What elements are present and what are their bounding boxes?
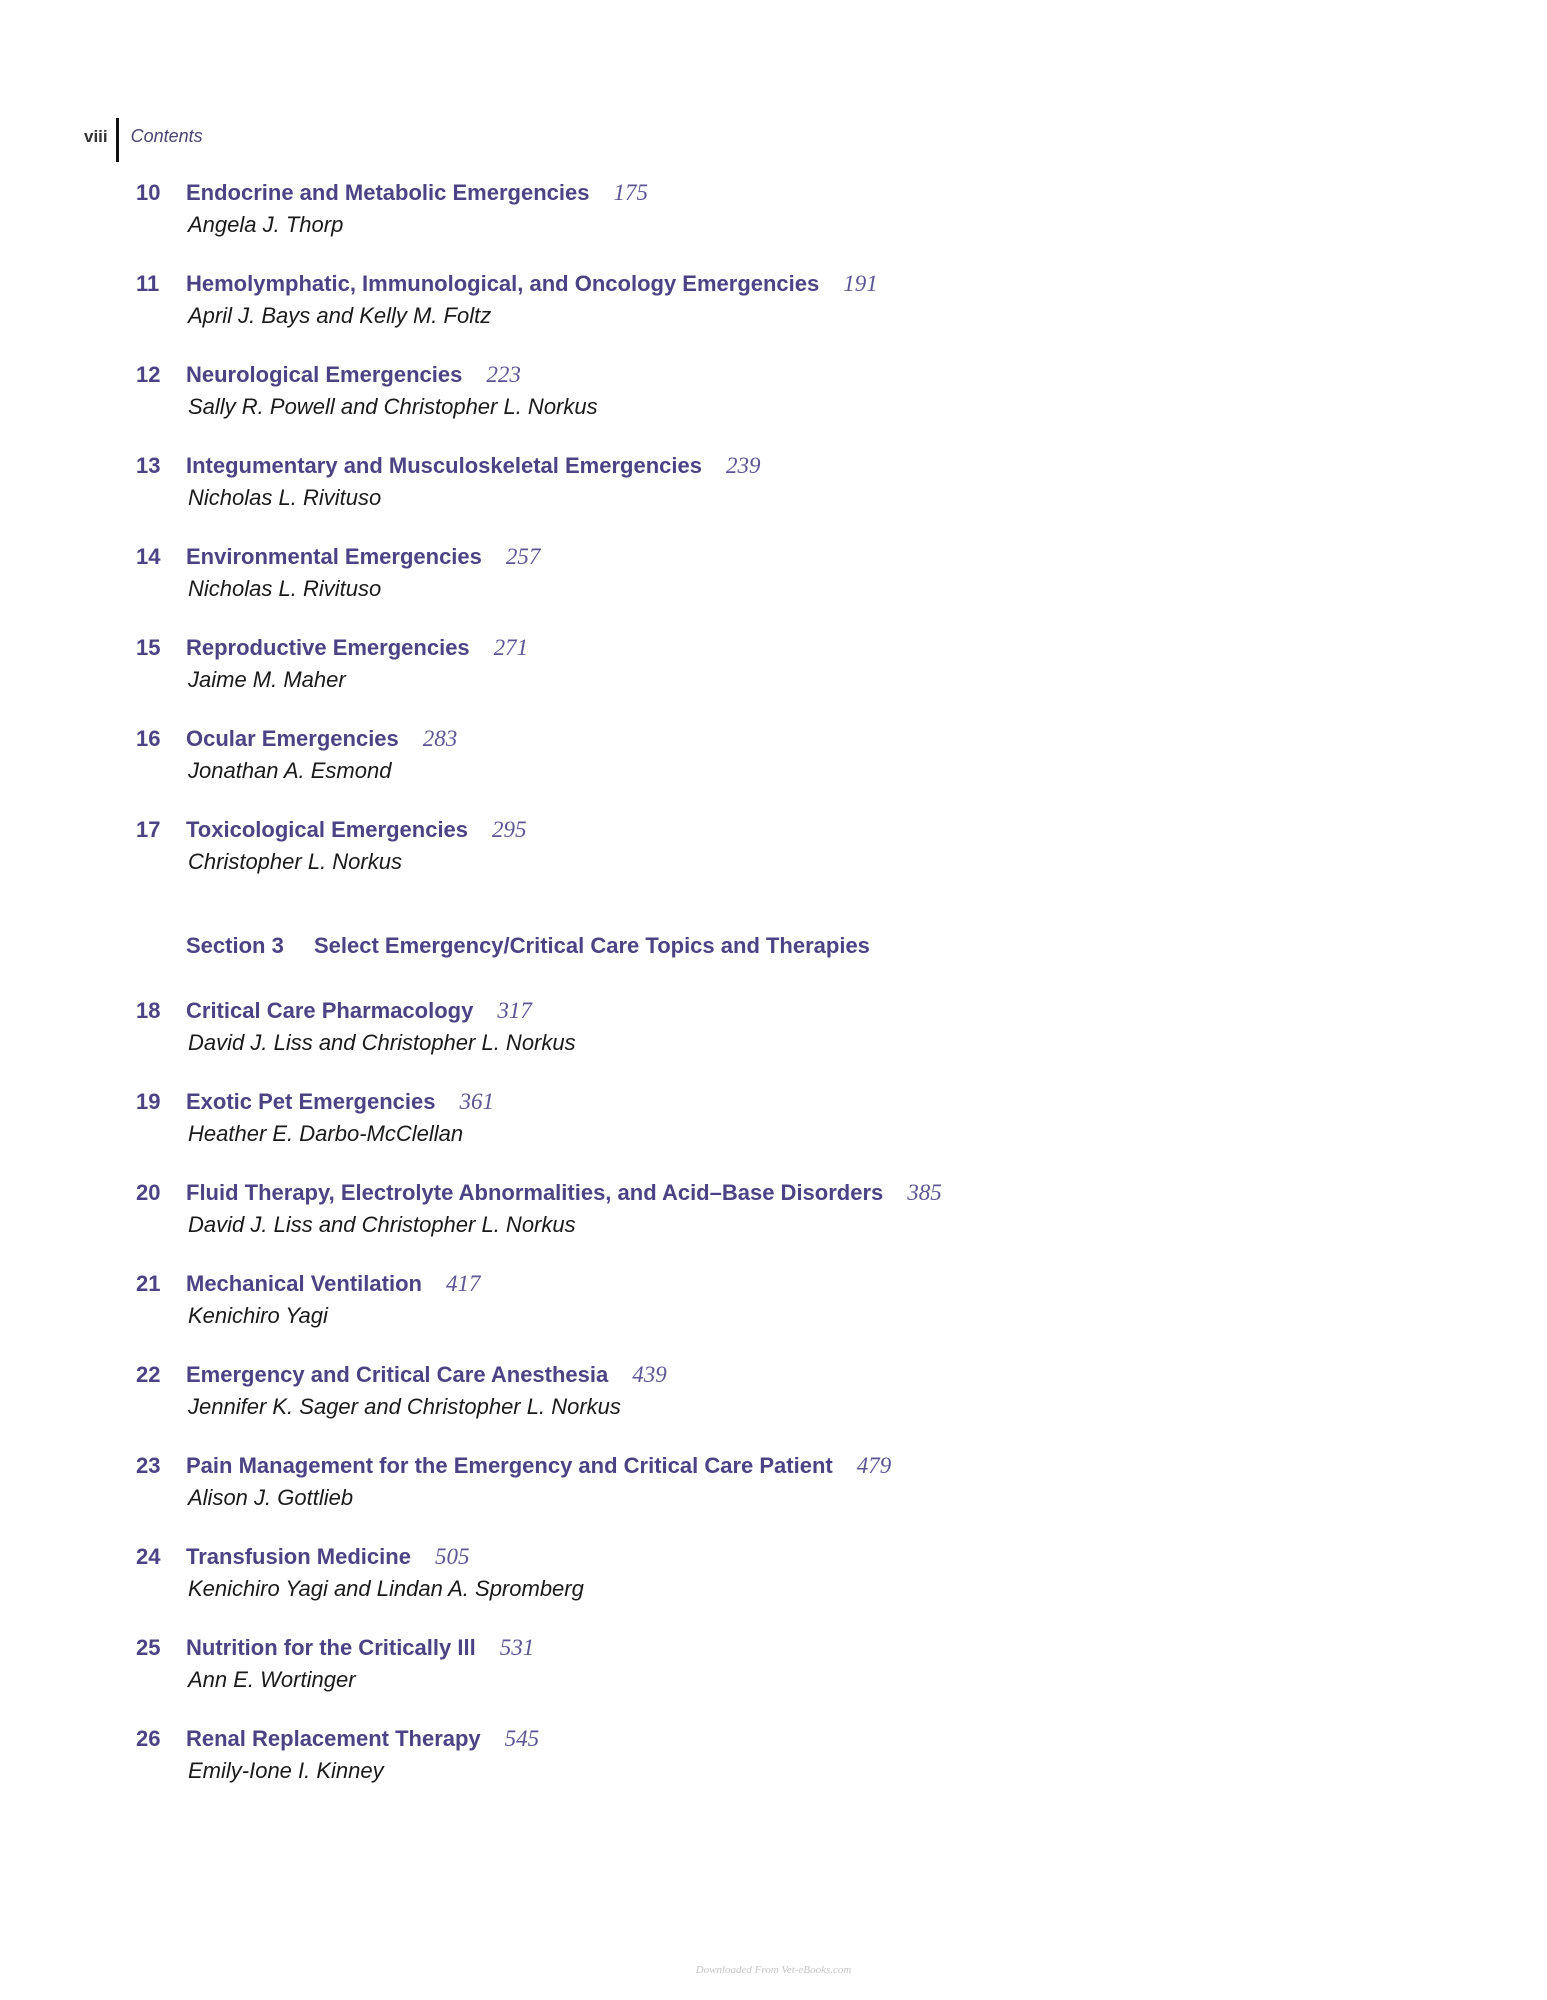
toc-entry[interactable] bbox=[136, 362, 598, 420]
chapter-page-number: 175 bbox=[613, 180, 648, 205]
chapter-page-number: 545 bbox=[504, 1726, 540, 1751]
chapter-page-number: 271 bbox=[493, 635, 529, 660]
chapter-author: Ann E. Wortinger bbox=[188, 1667, 356, 1692]
chapter-title[interactable]: Transfusion Medicine bbox=[186, 1544, 411, 1569]
chapter-title[interactable]: Reproductive Emergencies bbox=[186, 635, 470, 660]
chapter-page-number: 505 bbox=[434, 1544, 470, 1569]
chapter-title[interactable]: Emergency and Critical Care Anesthesia bbox=[186, 1362, 609, 1387]
toc-entry[interactable] bbox=[136, 544, 540, 602]
chapter-author: Christopher L. Norkus bbox=[188, 849, 402, 874]
chapter-page-number: 239 bbox=[725, 453, 761, 478]
running-head-title: Contents bbox=[130, 126, 203, 146]
toc-entry[interactable] bbox=[136, 1180, 942, 1238]
chapter-author: Jaime M. Maher bbox=[188, 667, 346, 692]
chapter-number: 22 bbox=[136, 1362, 161, 1387]
chapter-page-number: 317 bbox=[497, 998, 532, 1023]
chapter-page-number: 361 bbox=[459, 1089, 494, 1114]
chapter-title[interactable]: Endocrine and Metabolic Emergencies bbox=[186, 180, 590, 205]
chapter-author: April J. Bays and Kelly M. Foltz bbox=[188, 303, 492, 328]
toc-entry[interactable] bbox=[136, 1726, 539, 1784]
chapter-author: Jonathan A. Esmond bbox=[188, 758, 392, 783]
chapter-number: 15 bbox=[136, 635, 161, 660]
chapter-number: 20 bbox=[136, 1180, 161, 1205]
chapter-author: Sally R. Powell and Christopher L. Norkus bbox=[188, 394, 598, 419]
chapter-title[interactable]: Integumentary and Musculoskeletal Emergencies bbox=[186, 453, 702, 478]
chapter-number: 12 bbox=[136, 362, 161, 387]
chapter-title[interactable]: Toxicological Emergencies bbox=[186, 817, 469, 842]
chapter-page-number: 283 bbox=[422, 726, 458, 751]
chapter-page-number: 385 bbox=[907, 1180, 942, 1205]
download-watermark: Downloaded From Vet-eBooks.com bbox=[695, 1964, 852, 1976]
chapter-author: Kenichiro Yagi and Lindan A. Spromberg bbox=[188, 1576, 584, 1601]
chapter-number: 11 bbox=[136, 271, 160, 296]
chapter-author: David J. Liss and Christopher L. Norkus bbox=[188, 1212, 576, 1237]
chapter-author: Jennifer K. Sager and Christopher L. Norkus bbox=[188, 1394, 621, 1419]
chapter-page-number: 257 bbox=[505, 544, 541, 569]
chapter-title[interactable]: Neurological Emergencies bbox=[186, 362, 463, 387]
chapter-page-number: 479 bbox=[856, 1453, 892, 1478]
toc-entry[interactable] bbox=[136, 1271, 480, 1329]
chapter-title[interactable]: Fluid Therapy, Electrolyte Abnormalities, and Acid–Base Disorders bbox=[186, 1180, 884, 1205]
chapter-number: 16 bbox=[136, 726, 161, 751]
toc-entry[interactable] bbox=[136, 817, 527, 875]
chapter-author: Heather E. Darbo-McClellan bbox=[188, 1121, 464, 1146]
chapter-title[interactable]: Pain Management for the Emergency and Critical Care Patient bbox=[186, 1453, 833, 1478]
chapter-author: Emily-Ione I. Kinney bbox=[188, 1758, 384, 1783]
chapter-number: 21 bbox=[136, 1271, 161, 1296]
chapter-title[interactable]: Renal Replacement Therapy bbox=[186, 1726, 481, 1751]
chapter-number: 23 bbox=[136, 1453, 161, 1478]
chapter-author: Alison J. Gottlieb bbox=[188, 1485, 354, 1510]
toc-entry[interactable] bbox=[136, 453, 760, 511]
chapter-number: 10 bbox=[136, 180, 161, 205]
section-heading[interactable] bbox=[186, 933, 870, 959]
chapter-page-number: 191 bbox=[843, 271, 878, 296]
toc-entry[interactable] bbox=[136, 271, 878, 329]
chapter-number: 13 bbox=[136, 453, 161, 478]
section-title[interactable]: Select Emergency/Critical Care Topics and Therapies bbox=[314, 933, 870, 958]
toc-entry[interactable] bbox=[136, 1362, 667, 1420]
chapter-title[interactable]: Exotic Pet Emergencies bbox=[186, 1089, 436, 1114]
chapter-title[interactable]: Environmental Emergencies bbox=[186, 544, 482, 569]
toc-entry[interactable] bbox=[136, 1635, 534, 1693]
chapter-page-number: 531 bbox=[499, 1635, 535, 1660]
chapter-number: 26 bbox=[136, 1726, 161, 1751]
toc-entry[interactable] bbox=[136, 998, 576, 1056]
chapter-title[interactable]: Hemolymphatic, Immunological, and Oncology Emergencies bbox=[186, 271, 820, 296]
chapter-title[interactable]: Nutrition for the Critically Ill bbox=[186, 1635, 476, 1660]
chapter-page-number: 295 bbox=[492, 817, 527, 842]
chapter-author: Nicholas L. Rivituso bbox=[188, 485, 382, 510]
section-label: Section 3 bbox=[186, 933, 284, 958]
chapter-title[interactable]: Ocular Emergencies bbox=[186, 726, 399, 751]
chapter-author: Angela J. Thorp bbox=[188, 212, 344, 237]
chapter-number: 18 bbox=[136, 998, 161, 1023]
chapter-number: 25 bbox=[136, 1635, 161, 1660]
chapter-title[interactable]: Mechanical Ventilation bbox=[186, 1271, 422, 1296]
chapter-number: 14 bbox=[136, 544, 161, 569]
chapter-author: Nicholas L. Rivituso bbox=[188, 576, 382, 601]
chapter-page-number: 223 bbox=[486, 362, 521, 387]
running-head bbox=[84, 118, 203, 164]
toc-entry[interactable] bbox=[136, 635, 528, 693]
toc-entry[interactable] bbox=[136, 1089, 494, 1147]
chapter-author: Kenichiro Yagi bbox=[188, 1303, 328, 1328]
toc-entry[interactable] bbox=[136, 1453, 891, 1511]
toc-entry[interactable] bbox=[136, 180, 648, 238]
toc-entry[interactable] bbox=[136, 726, 457, 784]
chapter-number: 19 bbox=[136, 1089, 161, 1114]
chapter-author: David J. Liss and Christopher L. Norkus bbox=[188, 1030, 576, 1055]
chapter-page-number: 439 bbox=[632, 1362, 667, 1387]
chapter-number: 17 bbox=[136, 817, 161, 842]
page-number: viii bbox=[84, 127, 108, 146]
chapter-title[interactable]: Critical Care Pharmacology bbox=[186, 998, 474, 1023]
chapter-number: 24 bbox=[136, 1544, 161, 1569]
toc-entry[interactable] bbox=[136, 1544, 584, 1602]
chapter-page-number: 417 bbox=[445, 1271, 481, 1296]
